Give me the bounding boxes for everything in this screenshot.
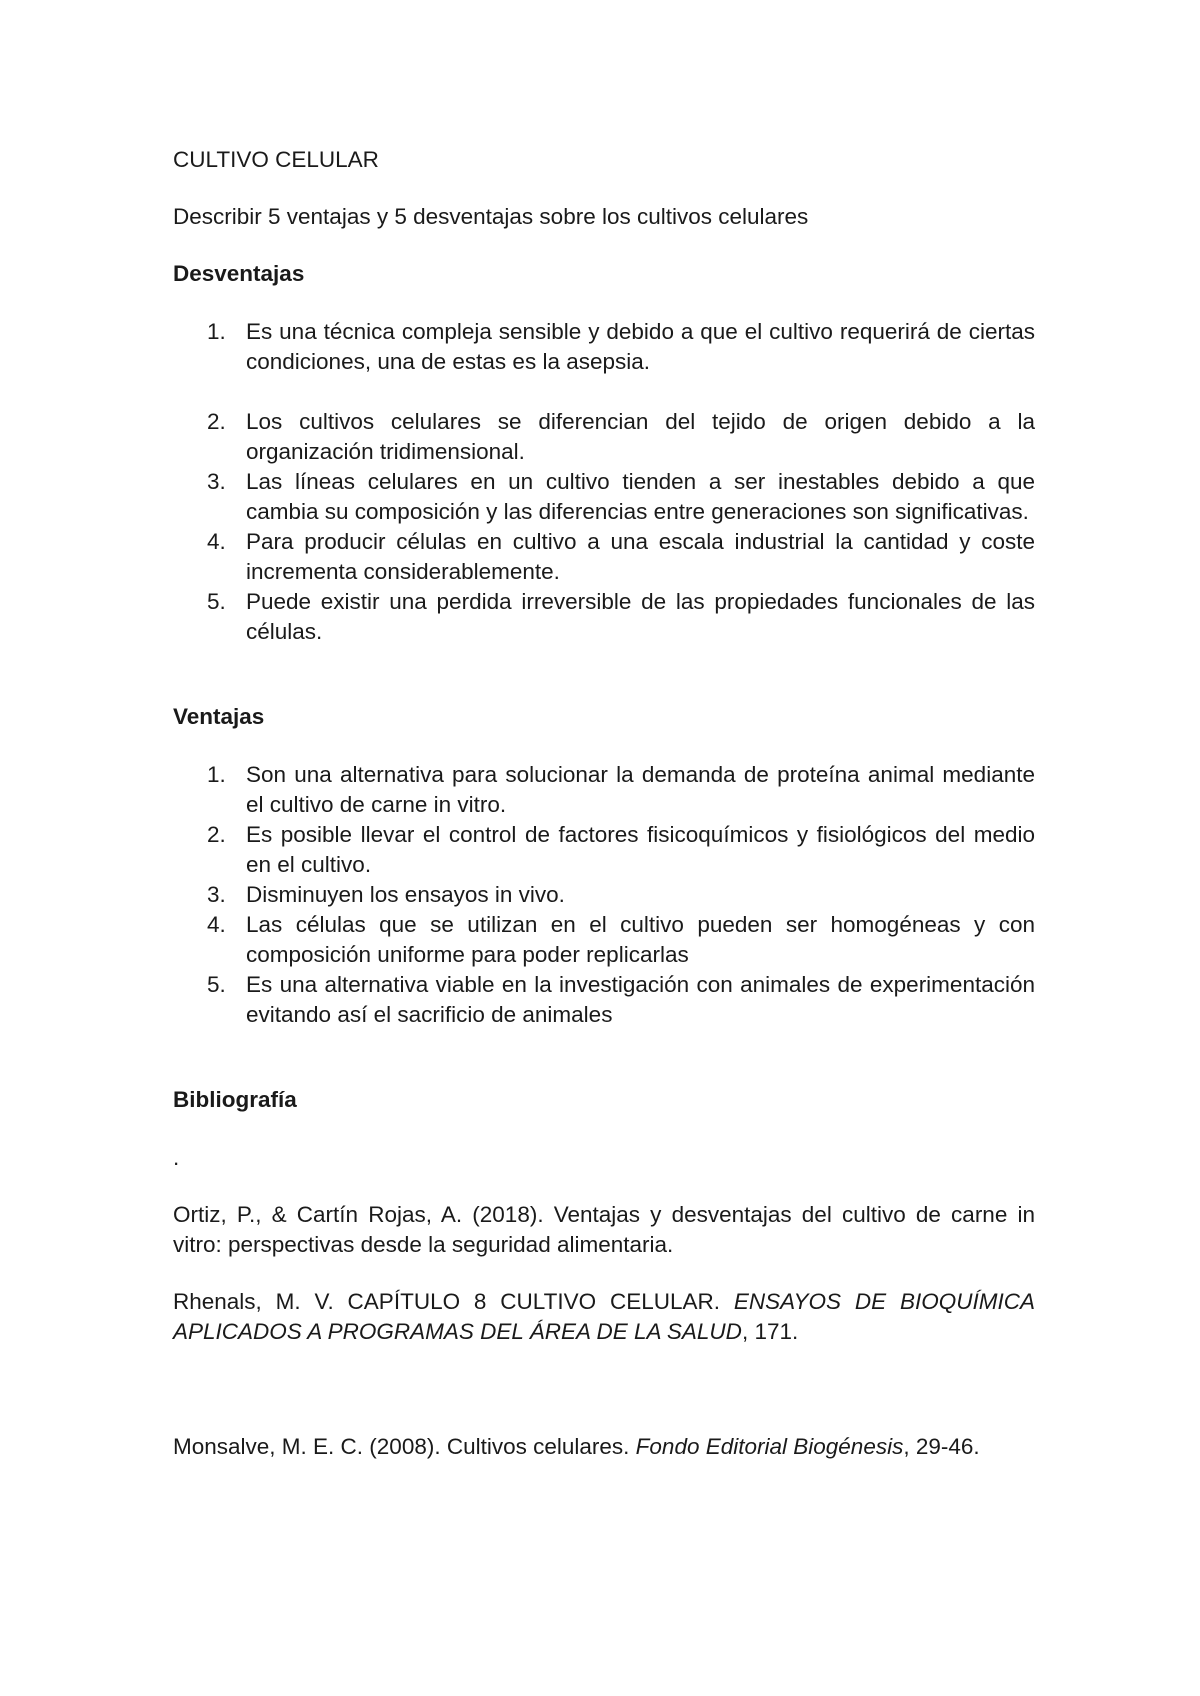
reference-rhenals [173,1287,1035,1347]
list-item [173,910,1035,970]
desventajas-heading: Desventajas [173,261,305,286]
reference-rhenals-source: ENSAYOS DE BIOQUÍMICA APLICADOS A PROGRAMAS DEL ÁREA DE LA SALUD [173,1289,1036,1344]
list-item [173,880,1035,910]
list-number: 4. [207,529,226,554]
list-item-text: Disminuyen los ensayos in vivo. [246,882,565,907]
list-item-text: Son una alternativa para solucionar la demanda de proteína animal mediante el cultivo de carne in vitro. [246,762,1035,817]
list-item [173,760,1035,820]
list-item-text: Es una técnica compleja sensible y debido a que el cultivo requerirá de ciertas condiciones, una de estas es la asepsia. [246,319,1035,374]
list-item [173,527,1035,587]
list-item-text: Las líneas celulares en un cultivo tienden a ser inestables debido a que cambia su composición y las diferencias entre generaciones son significativas. [246,469,1035,524]
reference-monsalve-author: Monsalve, M. E. C. (2008). Cultivos celulares. [173,1434,636,1459]
list-item [173,970,1035,1030]
list-number: 2. [207,822,226,847]
list-item [173,317,1035,377]
bibliografia-dot: . [173,1145,180,1170]
list-item [173,467,1035,527]
reference-monsalve [173,1432,1035,1462]
reference-monsalve-source: Fondo Editorial Biogénesis [635,1434,904,1459]
list-item-text: Es posible llevar el control de factores fisicoquímicos y fisiológicos del medio en el cultivo. [246,822,1035,877]
ventajas-list [173,760,1035,1030]
ventajas-heading: Ventajas [173,704,265,729]
reference-ortiz: Ortiz, P., & Cartín Rojas, A. (2018). Ventajas y desventajas del cultivo de carne in vitro: perspectivas desde la seguridad alimentaria. [173,1202,1035,1257]
list-item [173,587,1035,647]
list-number: 5. [207,589,226,614]
list-item [173,820,1035,880]
reference-rhenals-pages: , 171. [741,1319,799,1344]
document-title: CULTIVO CELULAR [173,147,379,172]
assignment-prompt: Describir 5 ventajas y 5 desventajas sobre los cultivos celulares [173,204,809,229]
list-number: 1. [207,762,226,787]
list-item-text: Es una alternativa viable en la investigación con animales de experimentación evitando así el sacrificio de animales [246,972,1035,1027]
list-number: 3. [207,882,226,907]
bibliografia-heading: Bibliografía [173,1087,297,1112]
list-item-text: Para producir células en cultivo a una escala industrial la cantidad y coste incrementa considerablemente. [246,529,1035,584]
list-number: 4. [207,912,226,937]
list-number: 3. [207,469,226,494]
desventajas-list [173,317,1035,647]
list-item-text: Las células que se utilizan en el cultivo pueden ser homogéneas y con composición uniforme para poder replicarlas [246,912,1035,967]
list-item [173,407,1035,467]
list-number: 2. [207,409,226,434]
reference-monsalve-pages: , 29-46. [903,1434,980,1459]
list-number: 1. [207,319,226,344]
list-item-text: Puede existir una perdida irreversible de las propiedades funcionales de las células. [246,589,1035,644]
list-item-text: Los cultivos celulares se diferencian del tejido de origen debido a la organización tridimensional. [246,409,1035,464]
reference-rhenals-author: Rhenals, M. V. CAPÍTULO 8 CULTIVO CELULAR. [173,1289,734,1314]
list-number: 5. [207,972,226,997]
